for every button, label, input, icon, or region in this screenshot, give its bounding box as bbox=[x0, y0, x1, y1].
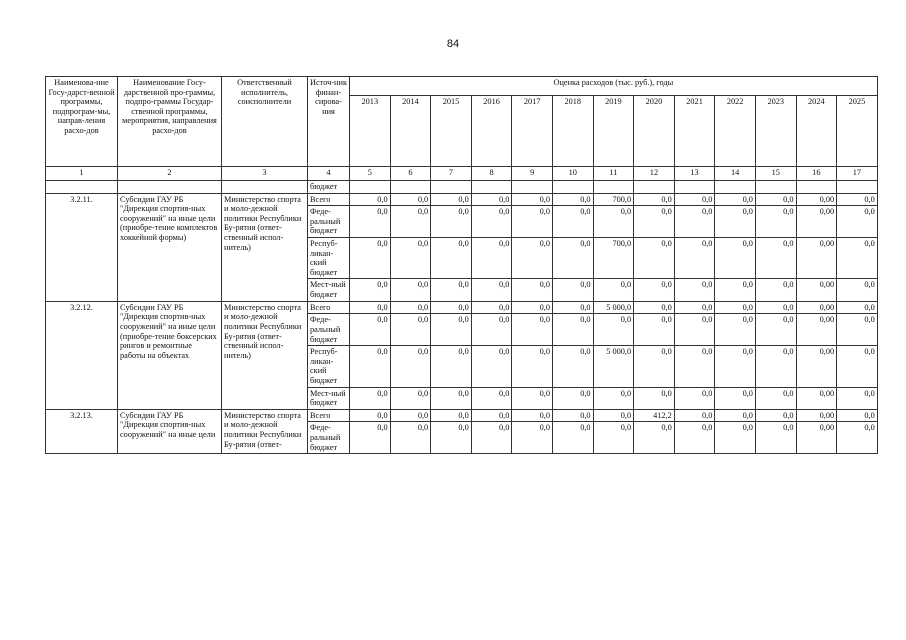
row-value: 0,0 bbox=[593, 422, 634, 454]
row-value: 0,0 bbox=[634, 387, 675, 409]
row-value: 0,0 bbox=[755, 409, 796, 422]
cont-empty bbox=[715, 181, 756, 194]
cont-empty bbox=[552, 181, 593, 194]
row-executor: Министерство спорта и моло-дежной политики Республики Бу-рятия (ответ- bbox=[222, 409, 308, 453]
row-source: Феде-ральный бюджет bbox=[308, 422, 350, 454]
cont-empty bbox=[634, 181, 675, 194]
row-value: 0,0 bbox=[634, 238, 675, 279]
row-value: 0,0 bbox=[471, 346, 512, 387]
row-value: 0,0 bbox=[512, 193, 553, 206]
column-number-row bbox=[46, 167, 878, 181]
table-row bbox=[46, 193, 878, 206]
header-year: 2024 bbox=[796, 96, 837, 167]
row-value: 0,0 bbox=[755, 387, 796, 409]
header-year: 2016 bbox=[471, 96, 512, 167]
header-year: 2020 bbox=[634, 96, 675, 167]
row-value: 0,0 bbox=[715, 314, 756, 346]
row-value: 0,0 bbox=[431, 314, 472, 346]
cont-empty bbox=[796, 181, 837, 194]
table-body bbox=[46, 181, 878, 454]
header-col4: Источ-ник финан-сирова-ния bbox=[308, 77, 350, 167]
row-value: 0,0 bbox=[471, 238, 512, 279]
row-code: 3.2.11. bbox=[46, 193, 118, 301]
row-value: 0,0 bbox=[755, 422, 796, 454]
row-value: 0,0 bbox=[390, 206, 431, 238]
header-year: 2025 bbox=[837, 96, 878, 167]
row-value: 0,0 bbox=[755, 346, 796, 387]
column-number: 15 bbox=[755, 167, 796, 181]
cont-code bbox=[46, 181, 118, 194]
row-value: 0,0 bbox=[715, 346, 756, 387]
column-number: 6 bbox=[390, 167, 431, 181]
cont-empty bbox=[471, 181, 512, 194]
cont-empty bbox=[390, 181, 431, 194]
row-value: 0,0 bbox=[552, 193, 593, 206]
row-value: 0,0 bbox=[350, 346, 391, 387]
row-value: 0,0 bbox=[674, 387, 715, 409]
cont-empty bbox=[593, 181, 634, 194]
header-col1: Наименова-ние Госу-дарст-венной программы, подпрограм-мы, направ-ления расхо-дов bbox=[46, 77, 118, 167]
row-value: 0,0 bbox=[512, 387, 553, 409]
header-col2: Наименование Госу-дарственной про-граммы, подпро-граммы Государ-ственной программы, мероприятия, направления расхо-дов bbox=[118, 77, 222, 167]
row-value: 0,0 bbox=[837, 301, 878, 314]
row-value: 0,0 bbox=[350, 422, 391, 454]
column-number: 10 bbox=[552, 167, 593, 181]
row-value: 0,0 bbox=[350, 409, 391, 422]
row-value: 0,0 bbox=[390, 314, 431, 346]
header-year: 2014 bbox=[390, 96, 431, 167]
row-value: 0,00 bbox=[796, 206, 837, 238]
row-value: 0,0 bbox=[350, 238, 391, 279]
row-name: Субсидии ГАУ РБ "Дирекция спортив-ных сооружений" на иные цели bbox=[118, 409, 222, 453]
row-value: 0,0 bbox=[715, 279, 756, 301]
row-value: 0,0 bbox=[431, 346, 472, 387]
row-value: 0,0 bbox=[350, 314, 391, 346]
row-value: 0,0 bbox=[634, 346, 675, 387]
row-value: 0,0 bbox=[674, 279, 715, 301]
row-value: 0,0 bbox=[512, 409, 553, 422]
row-value: 0,00 bbox=[796, 279, 837, 301]
row-value: 0,0 bbox=[431, 409, 472, 422]
header-year: 2021 bbox=[674, 96, 715, 167]
row-value: 0,0 bbox=[755, 314, 796, 346]
row-value: 0,0 bbox=[471, 279, 512, 301]
row-value: 0,0 bbox=[837, 279, 878, 301]
row-value: 0,0 bbox=[674, 301, 715, 314]
header-year: 2023 bbox=[755, 96, 796, 167]
table-row bbox=[46, 409, 878, 422]
row-value: 0,0 bbox=[512, 206, 553, 238]
row-value: 0,0 bbox=[755, 279, 796, 301]
row-value: 0,0 bbox=[593, 206, 634, 238]
row-value: 0,00 bbox=[796, 387, 837, 409]
column-number: 16 bbox=[796, 167, 837, 181]
table-row bbox=[46, 301, 878, 314]
row-value: 0,0 bbox=[715, 387, 756, 409]
row-value: 0,0 bbox=[837, 387, 878, 409]
header-year: 2017 bbox=[512, 96, 553, 167]
row-value: 0,0 bbox=[431, 387, 472, 409]
row-executor: Министерство спорта и моло-дежной политики Республики Бу-рятия (ответ-ственный испол-нитель) bbox=[222, 193, 308, 301]
row-source: Респуб-ликан-ский бюджет bbox=[308, 346, 350, 387]
row-value: 0,0 bbox=[390, 279, 431, 301]
cont-empty bbox=[431, 181, 472, 194]
column-number: 8 bbox=[471, 167, 512, 181]
row-value: 412,2 bbox=[634, 409, 675, 422]
row-value: 0,0 bbox=[674, 422, 715, 454]
row-value: 0,0 bbox=[674, 238, 715, 279]
header-year: 2022 bbox=[715, 96, 756, 167]
row-name: Субсидии ГАУ РБ "Дирекция спортив-ных сооружений" на иные цели (приобре-тение боксерских рингов и ремонтные работы на объектах bbox=[118, 301, 222, 409]
row-value: 0,0 bbox=[837, 346, 878, 387]
row-value: 0,0 bbox=[715, 301, 756, 314]
cont-executor bbox=[222, 181, 308, 194]
row-value: 0,0 bbox=[715, 422, 756, 454]
header-expenses: Оценка расходов (тыс. руб.), годы bbox=[350, 77, 878, 96]
row-value: 0,0 bbox=[350, 387, 391, 409]
cont-empty bbox=[674, 181, 715, 194]
row-value: 0,0 bbox=[431, 238, 472, 279]
row-value: 0,0 bbox=[552, 346, 593, 387]
row-value: 0,0 bbox=[471, 193, 512, 206]
row-value: 0,0 bbox=[552, 279, 593, 301]
row-value: 0,0 bbox=[350, 301, 391, 314]
row-value: 0,0 bbox=[837, 314, 878, 346]
row-value: 0,0 bbox=[390, 238, 431, 279]
row-value: 0,0 bbox=[390, 422, 431, 454]
row-source: Всего bbox=[308, 409, 350, 422]
row-value: 0,0 bbox=[715, 206, 756, 238]
row-value: 0,0 bbox=[390, 301, 431, 314]
row-value: 0,0 bbox=[512, 422, 553, 454]
row-value: 0,0 bbox=[471, 301, 512, 314]
row-value: 0,0 bbox=[471, 387, 512, 409]
row-value: 0,0 bbox=[350, 279, 391, 301]
column-number: 1 bbox=[46, 167, 118, 181]
row-value: 0,00 bbox=[796, 301, 837, 314]
row-source: Респуб-ликан-ский бюджет bbox=[308, 238, 350, 279]
row-value: 0,0 bbox=[715, 409, 756, 422]
row-value: 0,0 bbox=[552, 409, 593, 422]
row-code: 3.2.13. bbox=[46, 409, 118, 453]
column-number: 14 bbox=[715, 167, 756, 181]
row-value: 0,0 bbox=[552, 301, 593, 314]
column-number: 17 bbox=[837, 167, 878, 181]
row-value: 0,0 bbox=[552, 387, 593, 409]
column-number: 4 bbox=[308, 167, 350, 181]
row-value: 0,0 bbox=[431, 301, 472, 314]
row-value: 0,0 bbox=[431, 193, 472, 206]
column-number: 2 bbox=[118, 167, 222, 181]
column-number: 9 bbox=[512, 167, 553, 181]
row-source: Всего bbox=[308, 301, 350, 314]
row-value: 0,00 bbox=[796, 193, 837, 206]
row-name: Субсидии ГАУ РБ "Дирекция спортив-ных сооружений" на иные цели (приобре-тение комплектов хоккейной формы) bbox=[118, 193, 222, 301]
column-number: 12 bbox=[634, 167, 675, 181]
row-value: 0,0 bbox=[593, 387, 634, 409]
row-value: 0,00 bbox=[796, 314, 837, 346]
row-executor: Министерство спорта и моло-дежной политики Республики Бу-рятия (ответ-ственный испол-нитель) bbox=[222, 301, 308, 409]
row-source: Феде-ральный бюджет bbox=[308, 314, 350, 346]
header-col3: Ответственный исполнитель, соисполнители bbox=[222, 77, 308, 167]
row-value: 0,0 bbox=[674, 314, 715, 346]
row-value: 0,0 bbox=[674, 409, 715, 422]
row-value: 5 000,0 bbox=[593, 301, 634, 314]
row-value: 0,0 bbox=[552, 238, 593, 279]
row-value: 0,0 bbox=[552, 422, 593, 454]
row-value: 0,0 bbox=[431, 279, 472, 301]
continuation-row bbox=[46, 181, 878, 194]
row-value: 0,0 bbox=[837, 409, 878, 422]
row-value: 0,0 bbox=[512, 279, 553, 301]
row-value: 0,0 bbox=[837, 238, 878, 279]
row-value: 0,0 bbox=[634, 206, 675, 238]
page-number: 84 bbox=[446, 38, 460, 50]
row-value: 0,0 bbox=[674, 346, 715, 387]
column-number: 11 bbox=[593, 167, 634, 181]
column-number: 7 bbox=[431, 167, 472, 181]
row-value: 0,0 bbox=[837, 206, 878, 238]
row-value: 0,0 bbox=[512, 346, 553, 387]
row-value: 0,0 bbox=[431, 206, 472, 238]
column-number: 13 bbox=[674, 167, 715, 181]
row-value: 0,0 bbox=[512, 314, 553, 346]
header-year: 2018 bbox=[552, 96, 593, 167]
row-value: 0,0 bbox=[471, 206, 512, 238]
row-value: 0,0 bbox=[715, 193, 756, 206]
cont-name bbox=[118, 181, 222, 194]
row-value: 0,0 bbox=[715, 238, 756, 279]
row-value: 0,0 bbox=[512, 238, 553, 279]
row-value: 0,0 bbox=[512, 301, 553, 314]
row-value: 0,0 bbox=[390, 346, 431, 387]
row-value: 0,0 bbox=[471, 422, 512, 454]
column-number: 5 bbox=[350, 167, 391, 181]
header-year: 2015 bbox=[431, 96, 472, 167]
row-value: 0,0 bbox=[350, 193, 391, 206]
row-value: 0,0 bbox=[390, 193, 431, 206]
row-value: 0,0 bbox=[593, 314, 634, 346]
header-year: 2013 bbox=[350, 96, 391, 167]
row-code: 3.2.12. bbox=[46, 301, 118, 409]
row-value: 0,0 bbox=[634, 301, 675, 314]
row-value: 0,0 bbox=[471, 314, 512, 346]
row-value: 0,00 bbox=[796, 422, 837, 454]
row-value: 0,0 bbox=[350, 206, 391, 238]
column-number: 3 bbox=[222, 167, 308, 181]
row-value: 0,0 bbox=[755, 206, 796, 238]
row-value: 700,0 bbox=[593, 238, 634, 279]
row-value: 0,0 bbox=[593, 409, 634, 422]
row-value: 0,0 bbox=[552, 314, 593, 346]
row-value: 0,0 bbox=[755, 238, 796, 279]
row-value: 0,0 bbox=[634, 422, 675, 454]
cont-empty bbox=[837, 181, 878, 194]
row-value: 0,0 bbox=[634, 279, 675, 301]
row-value: 700,0 bbox=[593, 193, 634, 206]
header-row-top bbox=[46, 77, 878, 96]
row-value: 0,0 bbox=[674, 193, 715, 206]
cont-empty bbox=[350, 181, 391, 194]
row-value: 0,0 bbox=[837, 422, 878, 454]
header-year: 2019 bbox=[593, 96, 634, 167]
row-value: 0,0 bbox=[471, 409, 512, 422]
row-value: 0,0 bbox=[755, 301, 796, 314]
row-value: 0,00 bbox=[796, 238, 837, 279]
row-value: 0,0 bbox=[634, 314, 675, 346]
row-value: 5 000,0 bbox=[593, 346, 634, 387]
row-value: 0,0 bbox=[552, 206, 593, 238]
row-value: 0,0 bbox=[634, 193, 675, 206]
row-value: 0,0 bbox=[837, 193, 878, 206]
row-value: 0,0 bbox=[390, 409, 431, 422]
row-value: 0,0 bbox=[674, 206, 715, 238]
row-source: Мест-ный бюджет bbox=[308, 387, 350, 409]
row-value: 0,00 bbox=[796, 409, 837, 422]
cont-source: бюджет bbox=[308, 181, 350, 194]
cont-empty bbox=[755, 181, 796, 194]
row-value: 0,0 bbox=[593, 279, 634, 301]
row-source: Всего bbox=[308, 193, 350, 206]
row-source: Мест-ный бюджет bbox=[308, 279, 350, 301]
row-value: 0,0 bbox=[431, 422, 472, 454]
row-value: 0,00 bbox=[796, 346, 837, 387]
row-source: Феде-ральный бюджет bbox=[308, 206, 350, 238]
budget-table bbox=[45, 76, 878, 454]
row-value: 0,0 bbox=[390, 387, 431, 409]
cont-empty bbox=[512, 181, 553, 194]
row-value: 0,0 bbox=[755, 193, 796, 206]
